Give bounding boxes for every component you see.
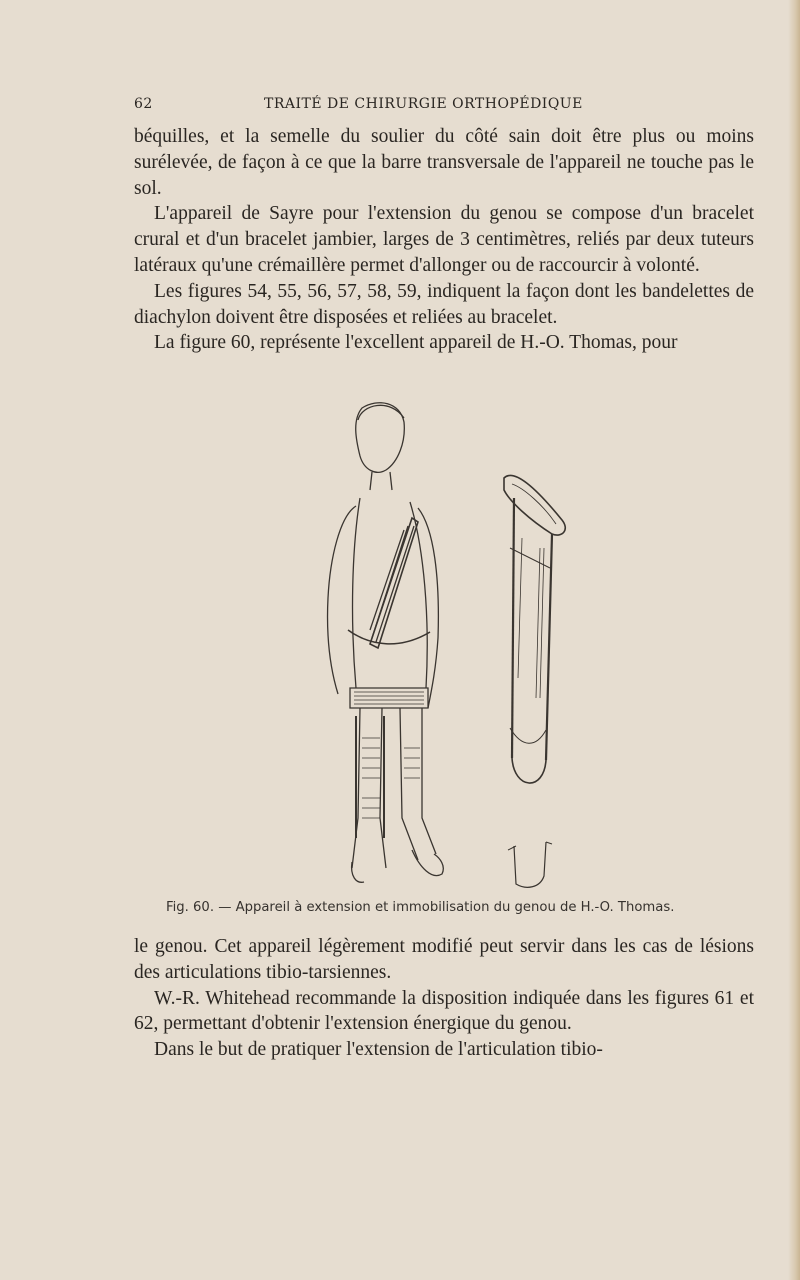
page-number: 62 <box>134 96 153 112</box>
paragraph: Dans le but de pratiquer l'extension de l'articulation tibio- <box>154 1039 603 1061</box>
strap-lines <box>370 526 414 642</box>
figure-torso-left <box>353 498 360 688</box>
right-leg-hatching <box>404 748 420 778</box>
paragraph: W.-R. Whitehead recommande la disposition indiquée dans les figures 61 et 62, permettant d'obtenir l'extension énergique du genou. <box>134 987 754 1035</box>
paragraph: béquilles, et la semelle du soulier du côté sain doit être plus ou moins surélevée, de façon à ce que la barre transversale de l'appareil ne touche pas le sol. <box>134 126 754 199</box>
paragraph: le genou. Cet appareil légèrement modifié peut servir dans les cas de lésions des articulations tibio-tarsiennes. <box>134 936 754 983</box>
thomas-splint-drawing <box>300 398 600 896</box>
ring-hatching <box>354 692 424 704</box>
figure-left-arm <box>327 506 356 694</box>
left-leg <box>352 708 386 868</box>
left-foot <box>352 862 364 882</box>
splint-left-rod <box>512 498 514 758</box>
splint-foot-piece <box>514 842 546 887</box>
page-edge <box>788 0 800 1280</box>
ring-band <box>350 688 428 708</box>
paragraph: Les figures 54, 55, 56, 57, 58, 59, indiquent la façon dont les bandelettes de diachylon doivent être disposées et reliées au bracelet. <box>134 280 754 328</box>
right-foot <box>412 850 443 876</box>
bandage-hatching <box>362 738 380 818</box>
splint-rod-shading <box>518 538 544 698</box>
running-head <box>134 96 754 116</box>
right-leg <box>400 708 436 860</box>
figure-hair <box>358 405 404 420</box>
figure-head <box>356 403 405 473</box>
figure-caption: Fig. 60. — Appareil à extension et immobilisation du genou de H.-O. Thomas. <box>166 900 675 915</box>
figure-right-arm <box>418 508 438 708</box>
bottom-text-block <box>134 934 754 1063</box>
splint-band-low <box>510 728 546 743</box>
top-text-block <box>134 124 754 356</box>
figure-neck <box>370 472 392 490</box>
paragraph: L'appareil de Sayre pour l'extension du genou se compose d'un bracelet crural et d'un bracelet jambier, larges de 3 centimètres, reliés par deux tuteurs latéraux qu'une crémaillère permet d'allonger ou de raccourcir à volonté. <box>134 203 754 276</box>
running-title: TRAITÉ DE CHIRURGIE ORTHOPÉDIQUE <box>264 96 583 112</box>
figure-60-illustration <box>300 398 600 896</box>
pelvic-strap <box>348 630 430 644</box>
splint-bottom-loop <box>512 758 546 783</box>
paragraph: La figure 60, représente l'excellent appareil de H.-O. Thomas, pour <box>154 332 678 354</box>
